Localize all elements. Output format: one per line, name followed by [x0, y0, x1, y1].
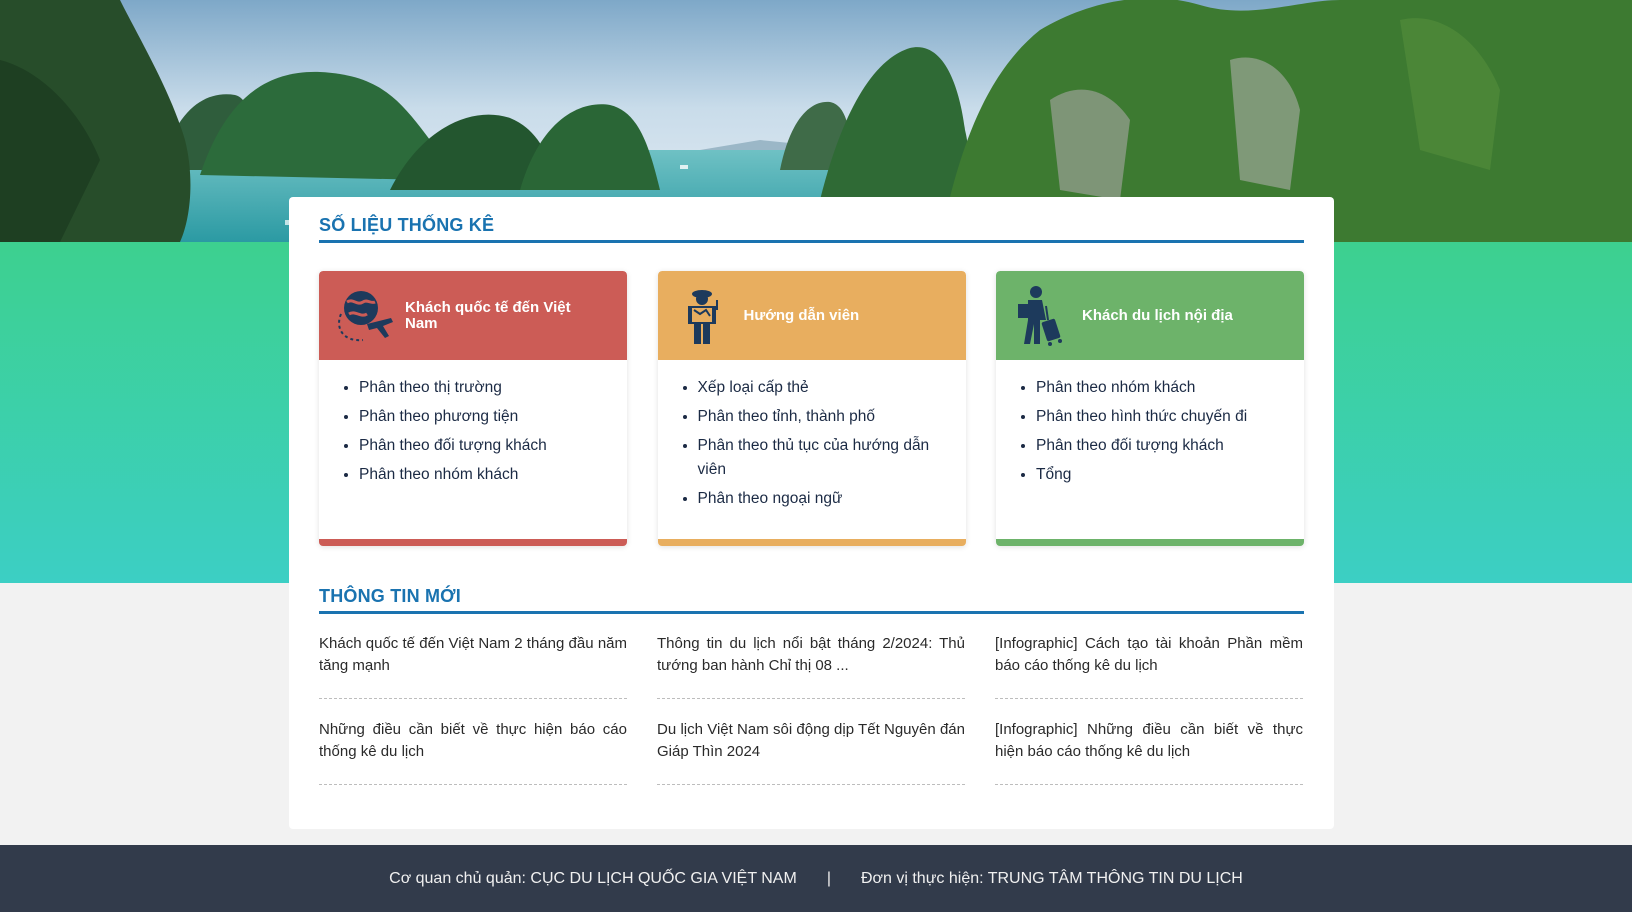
card-link[interactable]: • Xếp loại cấp thẻ — [698, 376, 946, 400]
card-header[interactable] — [658, 271, 966, 360]
footer-separator: | — [826, 869, 831, 887]
main-panel — [289, 197, 1334, 829]
card-link[interactable]: • Phân theo nhóm khách — [359, 463, 607, 487]
card-link[interactable]: • Phân theo ngoại ngữ — [698, 487, 946, 511]
card-link[interactable]: • Phân theo tỉnh, thành phố — [698, 405, 946, 429]
footer-operator-text: Đơn vị thực hiện: TRUNG TÂM THÔNG TIN DU LỊCH — [860, 869, 1243, 887]
stats-cards — [319, 271, 1304, 546]
card-link[interactable]: • Phân theo đối tượng khách — [359, 434, 607, 458]
card-link-list — [658, 360, 966, 511]
news-list — [319, 633, 1304, 805]
stats-section-title: SỐ LIỆU THỐNG KÊ — [319, 215, 1304, 243]
card-link[interactable]: • Phân theo đối tượng khách — [1036, 434, 1284, 458]
news-link[interactable]: Du lịch Việt Nam sôi động dịp Tết Nguyên đán Giáp Thìn 2024 — [657, 719, 965, 785]
card-header[interactable] — [996, 271, 1304, 360]
card-link[interactable]: • Phân theo hình thức chuyến đi — [1036, 405, 1284, 429]
card-title: Khách quốc tế đến Việt Nam — [405, 298, 571, 332]
card-footer-bar — [319, 539, 627, 546]
footer-owner-text: Cơ quan chủ quản: CỤC DU LỊCH QUỐC GIA VIỆT NAM — [389, 869, 797, 887]
card-footer-bar — [996, 539, 1304, 546]
news-link[interactable]: Khách quốc tế đến Việt Nam 2 tháng đầu năm tăng mạnh — [319, 633, 627, 699]
news-link[interactable]: [Infographic] Cách tạo tài khoản Phần mềm báo cáo thống kê du lịch — [995, 633, 1303, 699]
card-title: Khách du lịch nội địa — [1082, 306, 1233, 324]
card-link[interactable]: • Phân theo phương tiện — [359, 405, 607, 429]
card-link[interactable]: • Phân theo nhóm khách — [1036, 376, 1284, 400]
card-tour-guides — [658, 271, 966, 546]
site-footer — [0, 845, 1632, 912]
card-link[interactable]: • Phân theo thủ tục của hướng dẫn viên — [698, 434, 946, 482]
card-international-visitors — [319, 271, 627, 546]
news-link[interactable]: Thông tin du lịch nổi bật tháng 2/2024: Thủ tướng ban hành Chỉ thị 08 ... — [657, 633, 965, 699]
card-domestic-visitors — [996, 271, 1304, 546]
traveler-luggage-icon — [1010, 284, 1074, 348]
card-link[interactable]: • Tổng — [1036, 463, 1284, 487]
globe-airplane-icon — [333, 284, 397, 348]
news-link[interactable]: [Infographic] Những điều cần biết về thực hiện báo cáo thống kê du lịch — [995, 719, 1303, 785]
tour-guide-icon — [672, 284, 736, 348]
news-link[interactable]: Những điều cần biết về thực hiện báo cáo thống kê du lịch — [319, 719, 627, 785]
card-header[interactable] — [319, 271, 627, 360]
card-link-list — [319, 360, 627, 487]
news-section-title: THÔNG TIN MỚI — [319, 586, 1304, 614]
card-link[interactable]: • Phân theo thị trường — [359, 376, 607, 400]
card-link-list — [996, 360, 1304, 487]
card-title: Hướng dẫn viên — [743, 306, 860, 324]
card-footer-bar — [658, 539, 966, 546]
